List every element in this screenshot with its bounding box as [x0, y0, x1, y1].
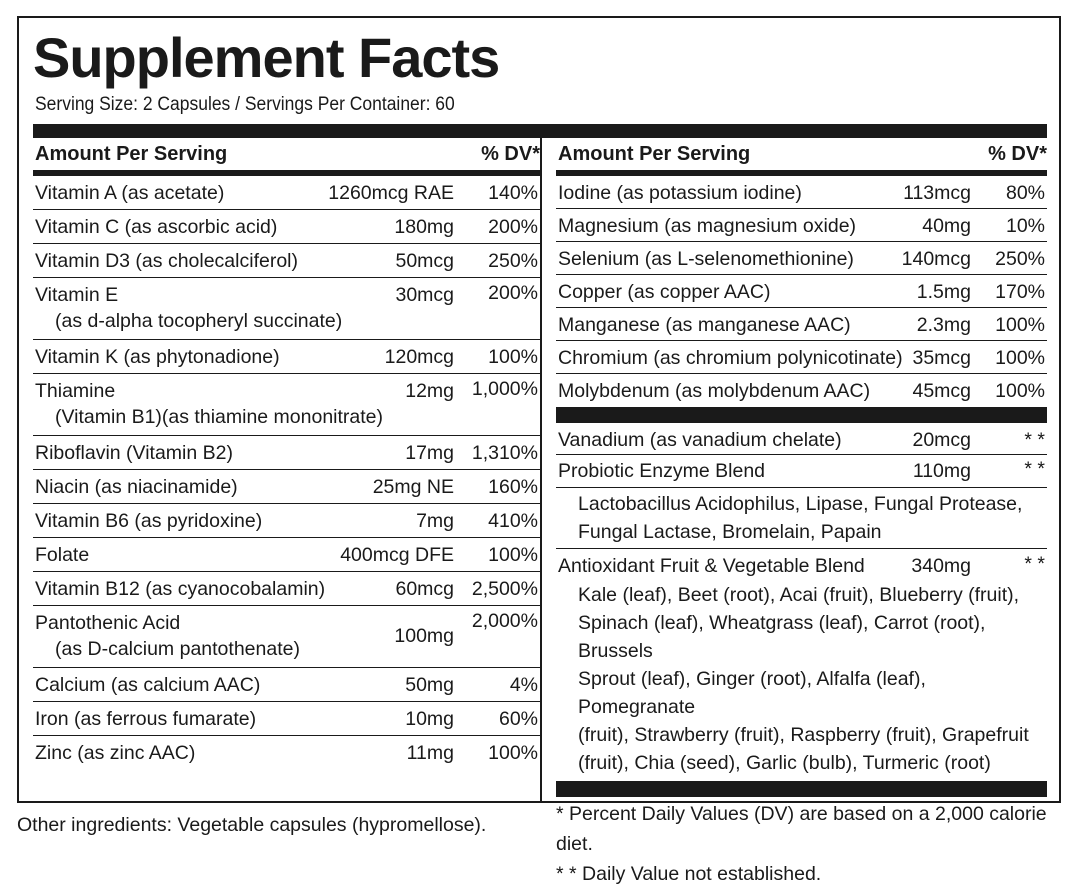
nutrient-dv: 170% — [995, 281, 1045, 303]
nutrient-row — [556, 308, 1047, 341]
nutrient-row — [33, 176, 540, 210]
nutrient-amount: 50mg — [405, 674, 454, 696]
nutrient-dv: * * — [1024, 553, 1045, 575]
nutrient-name: Antioxidant Fruit & Vegetable Blend — [558, 555, 865, 577]
right-nutrient-list — [556, 176, 1047, 407]
nutrient-name: Calcium (as calcium AAC) — [35, 674, 261, 696]
nutrient-amount: 12mg — [405, 380, 454, 402]
nutrient-source: (as d-alpha tocopheryl succinate) — [55, 310, 343, 332]
nutrient-name: Iodine (as potassium iodine) — [558, 182, 802, 204]
nutrient-row — [33, 606, 540, 668]
nutrient-row — [556, 209, 1047, 242]
nutrient-row — [33, 436, 540, 470]
nutrient-name: Vitamin B6 (as pyridoxine) — [35, 510, 263, 532]
nutrient-row — [33, 668, 540, 702]
nutrient-amount: 45mcg — [912, 380, 971, 402]
nutrient-dv: 80% — [1005, 182, 1045, 204]
nutrient-name: Thiamine — [35, 380, 116, 402]
nutrient-name: Selenium (as L-selenomethionine) — [558, 248, 854, 270]
nutrient-amount: 20mcg — [912, 429, 971, 451]
nutrient-row — [33, 736, 540, 770]
nutrient-name: Molybdenum (as molybdenum AAC) — [558, 380, 871, 402]
nutrient-row — [33, 210, 540, 244]
top-divider-bar — [33, 124, 1047, 138]
nutrient-amount: 35mcg — [912, 347, 971, 369]
nutrient-name: Vitamin A (as acetate) — [35, 182, 225, 204]
nutrient-name: Zinc (as zinc AAC) — [35, 742, 196, 764]
nutrient-row — [33, 504, 540, 538]
nutrient-row — [33, 572, 540, 606]
column-divider — [540, 138, 542, 803]
nutrient-amount: 17mg — [405, 442, 454, 464]
left-nutrient-list — [33, 176, 540, 770]
nutrient-dv: 2,500% — [471, 578, 538, 600]
nutrient-dv: 100% — [488, 346, 538, 368]
nutrient-row — [33, 374, 540, 436]
amount-per-serving-heading: Amount Per Serving — [35, 143, 228, 165]
nutrient-row — [33, 278, 540, 340]
nutrient-dv: 200% — [488, 282, 538, 304]
nutrient-dv: 250% — [488, 250, 538, 272]
nutrient-dv: 160% — [488, 476, 538, 498]
nutrient-dv: 60% — [498, 708, 538, 730]
nutrient-name: Iron (as ferrous fumarate) — [35, 708, 257, 730]
nutrient-dv: 100% — [995, 347, 1045, 369]
nutrient-row — [33, 538, 540, 572]
nutrient-row — [33, 470, 540, 504]
nutrient-name: Vitamin K (as phytonadione) — [35, 346, 280, 368]
nutrient-dv: 200% — [488, 216, 538, 238]
nutrient-row — [556, 275, 1047, 308]
nutrient-row — [556, 341, 1047, 374]
nutrient-name: Folate — [35, 544, 90, 566]
right-column — [556, 138, 1047, 889]
footnotes — [556, 797, 1047, 889]
nutrient-dv: 100% — [488, 742, 538, 764]
nutrient-dv: 2,000% — [471, 610, 538, 632]
nutrient-dv: * * — [1024, 458, 1045, 480]
nutrient-row — [556, 423, 1047, 455]
right-nutrient-list-2 — [556, 423, 1047, 455]
blend-line: Fungal Lactase, Bromelain, Papain — [578, 521, 882, 543]
nutrient-dv: 10% — [1005, 215, 1045, 237]
nutrient-name: Manganese (as manganese AAC) — [558, 314, 851, 336]
nutrient-amount: 10mg — [405, 708, 454, 730]
nutrient-name: Vitamin B12 (as cyanocobalamin) — [35, 578, 326, 600]
nutrient-row — [33, 340, 540, 374]
blend-line: (fruit), Chia (seed), Garlic (bulb), Turmeric (root) — [578, 752, 991, 774]
nutrient-row — [556, 242, 1047, 275]
nutrient-amount: 40mg — [922, 215, 971, 237]
nutrient-source: (Vitamin B1)(as thiamine mononitrate) — [55, 406, 384, 428]
nutrient-name: Niacin (as niacinamide) — [35, 476, 238, 498]
nutrient-amount: 340mg — [911, 555, 971, 577]
section-bar — [556, 781, 1047, 797]
nutrient-name: Probiotic Enzyme Blend — [558, 460, 766, 482]
nutrient-name: Magnesium (as magnesium oxide) — [558, 215, 857, 237]
antioxidant-ingredients — [556, 581, 1047, 781]
nutrient-dv: 4% — [509, 674, 538, 696]
footnote-not-established: * * Daily Value not established. — [556, 863, 822, 885]
nutrient-amount: 180mg — [394, 216, 454, 238]
nutrient-dv: 250% — [995, 248, 1045, 270]
nutrient-amount: 2.3mg — [916, 314, 971, 336]
nutrient-row — [556, 176, 1047, 209]
blend-line: Sprout (leaf), Ginger (root), Alfalfa (leaf), Pomegranate — [578, 668, 926, 718]
nutrient-amount: 11mg — [406, 742, 454, 764]
other-ingredients: Other ingredients: Vegetable capsules (hypromellose). — [17, 814, 487, 836]
blend-line: (fruit), Strawberry (fruit), Raspberry (fruit), Grapefruit — [578, 724, 1029, 746]
nutrient-amount: 1.5mg — [916, 281, 971, 303]
nutrient-row — [556, 374, 1047, 407]
nutrient-name: Riboflavin (Vitamin B2) — [35, 442, 233, 464]
nutrient-dv: 410% — [488, 510, 538, 532]
antioxidant-row — [556, 549, 1047, 581]
panel-title: Supplement Facts — [33, 26, 500, 89]
footnote-dv: * Percent Daily Values (DV) are based on a 2,000 calorie diet. — [556, 803, 1047, 855]
nutrient-name: Vitamin E — [35, 284, 119, 306]
serving-info: Serving Size: 2 Capsules / Servings Per Container: 60 — [35, 94, 455, 115]
nutrient-source: (as D-calcium pantothenate) — [55, 638, 300, 660]
nutrient-dv: 1,310% — [471, 442, 538, 464]
nutrient-dv: 100% — [995, 314, 1045, 336]
nutrient-row — [33, 702, 540, 736]
probiotic-ingredients — [556, 488, 1047, 549]
nutrient-row — [33, 244, 540, 278]
nutrient-amount: 120mcg — [384, 346, 454, 368]
nutrient-name: Pantothenic Acid — [35, 612, 181, 634]
nutrient-name: Vitamin D3 (as cholecalciferol) — [35, 250, 298, 272]
nutrient-amount: 113mcg — [903, 182, 971, 204]
dv-heading: % DV* — [481, 143, 540, 165]
blend-line: Lactobacillus Acidophilus, Lipase, Fungal Protease, — [578, 493, 1023, 515]
nutrient-name: Chromium (as chromium polynicotinate) — [558, 347, 903, 369]
amount-per-serving-heading: Amount Per Serving — [558, 143, 751, 165]
nutrient-dv: 100% — [995, 380, 1045, 402]
nutrient-name: Vanadium (as vanadium chelate) — [558, 429, 842, 451]
nutrient-amount: 140mcg — [901, 248, 971, 270]
nutrient-amount: 100mg — [394, 625, 454, 647]
nutrient-dv: 140% — [488, 182, 538, 204]
nutrient-amount: 1260mcg RAE — [328, 182, 454, 204]
blend-line: Spinach (leaf), Wheatgrass (leaf), Carrot (root), Brussels — [578, 612, 986, 662]
right-header — [556, 138, 1047, 176]
left-column — [33, 138, 540, 770]
nutrient-amount: 25mg NE — [372, 476, 454, 498]
nutrient-amount: 30mcg — [395, 284, 454, 306]
blend-line: Kale (leaf), Beet (root), Acai (fruit), Blueberry (fruit), — [578, 584, 1020, 606]
dv-heading: % DV* — [988, 143, 1047, 165]
nutrient-dv: * * — [1024, 429, 1045, 451]
nutrient-amount: 110mg — [912, 460, 971, 482]
nutrient-amount: 400mcg DFE — [340, 544, 454, 566]
nutrient-dv: 1,000% — [471, 378, 538, 400]
probiotic-row — [556, 455, 1047, 488]
nutrient-amount: 50mcg — [395, 250, 454, 272]
nutrient-name: Vitamin C (as ascorbic acid) — [35, 216, 278, 238]
section-bar — [556, 407, 1047, 423]
nutrient-amount: 7mg — [416, 510, 454, 532]
nutrient-amount: 60mcg — [395, 578, 454, 600]
nutrient-name: Copper (as copper AAC) — [558, 281, 771, 303]
left-header — [33, 138, 540, 176]
nutrient-dv: 100% — [488, 544, 538, 566]
